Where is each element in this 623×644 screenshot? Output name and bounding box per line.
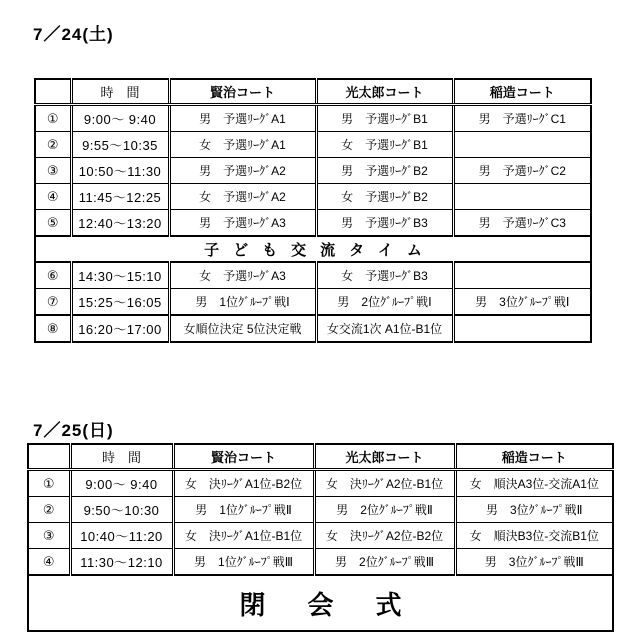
schedule-table-july25: [27, 443, 614, 632]
match-cell: 男 2位ｸﾞﾙｰﾌﾟ戦Ⅲ: [314, 549, 455, 576]
row-number: ①: [28, 470, 70, 497]
time-cell: 9:00～ 9:40: [71, 105, 169, 132]
row-number: ⑤: [35, 210, 71, 237]
time-cell: 15:25～16:05: [71, 289, 169, 316]
schedule-row: [35, 210, 591, 237]
match-cell: 男 予選ﾘｰｸﾞA3: [169, 210, 316, 237]
row-number: ⑦: [35, 289, 71, 316]
match-cell: 女 決ﾘｰｸﾞA1位-B1位: [173, 523, 314, 549]
match-cell: 男 2位ｸﾞﾙｰﾌﾟ戦Ⅰ: [316, 289, 453, 316]
match-cell: [453, 262, 591, 289]
kids-banner-row: [35, 236, 591, 262]
schedule-row: [35, 262, 591, 289]
match-cell: 女 決ﾘｰｸﾞA2位-B1位: [314, 470, 455, 497]
match-cell: 男 1位ｸﾞﾙｰﾌﾟ戦Ⅲ: [173, 549, 314, 576]
match-cell: 男 予選ﾘｰｸﾞA1: [169, 105, 316, 132]
match-cell: [453, 315, 591, 342]
time-cell: 10:50～11:30: [71, 158, 169, 184]
match-cell: [453, 184, 591, 210]
court-column-header: 光太郎コート: [314, 444, 455, 470]
match-cell: 男 3位ｸﾞﾙｰﾌﾟ戦Ⅰ: [453, 289, 591, 316]
match-cell: 男 予選ﾘｰｸﾞA2: [169, 158, 316, 184]
court-column-header: 賢治コート: [173, 444, 314, 470]
header-row: [28, 444, 613, 470]
court-column-header: 稲造コート: [453, 79, 591, 105]
row-number: ③: [28, 523, 70, 549]
court-column-header: 稲造コート: [455, 444, 613, 470]
time-cell: 9:55～10:35: [71, 132, 169, 158]
schedule-row: [28, 470, 613, 497]
court-column-header: 賢治コート: [169, 79, 316, 105]
match-cell: 男 3位ｸﾞﾙｰﾌﾟ戦Ⅱ: [455, 497, 613, 523]
schedule-row: [35, 132, 591, 158]
match-cell: 男 予選ﾘｰｸﾞB3: [316, 210, 453, 237]
date-title-july24: 7／24(土): [33, 25, 114, 44]
corner-header: [28, 444, 70, 470]
match-cell: 男 予選ﾘｰｸﾞC1: [453, 105, 591, 132]
match-cell: 男 予選ﾘｰｸﾞC2: [453, 158, 591, 184]
match-cell: 男 2位ｸﾞﾙｰﾌﾟ戦Ⅱ: [314, 497, 455, 523]
court-column-header: 光太郎コート: [316, 79, 453, 105]
match-cell: 女 決ﾘｰｸﾞA2位-B2位: [314, 523, 455, 549]
date-title-july25: 7／25(日): [33, 421, 114, 440]
time-cell: 9:50～10:30: [70, 497, 173, 523]
row-number: ①: [35, 105, 71, 132]
match-cell: 男 予選ﾘｰｸﾞB2: [316, 158, 453, 184]
match-cell: 男 予選ﾘｰｸﾞB1: [316, 105, 453, 132]
schedule-row: [35, 158, 591, 184]
match-cell: 男 1位ｸﾞﾙｰﾌﾟ戦Ⅰ: [169, 289, 316, 316]
match-cell: 女 予選ﾘｰｸﾞB3: [316, 262, 453, 289]
schedule-row: [28, 523, 613, 549]
schedule-row: [35, 105, 591, 132]
time-cell: 11:45～12:25: [71, 184, 169, 210]
row-number: ②: [35, 132, 71, 158]
match-cell: 女 予選ﾘｰｸﾞA2: [169, 184, 316, 210]
schedule-row: [35, 289, 591, 316]
match-cell: 女 順決B3位-交流B1位: [455, 523, 613, 549]
time-column-header: 時 間: [71, 79, 169, 105]
closing-banner-label: 閉会式: [28, 575, 613, 631]
time-cell: 16:20～17:00: [71, 315, 169, 342]
time-cell: 10:40～11:20: [70, 523, 173, 549]
match-cell: 女 順決A3位-交流A1位: [455, 470, 613, 497]
row-number: ④: [35, 184, 71, 210]
time-cell: 14:30～15:10: [71, 262, 169, 289]
time-column-header: 時 間: [70, 444, 173, 470]
schedule-row: [35, 184, 591, 210]
row-number: ③: [35, 158, 71, 184]
schedule-table-july24: [34, 78, 592, 343]
match-cell: 女 決ﾘｰｸﾞA1位-B2位: [173, 470, 314, 497]
corner-header: [35, 79, 71, 105]
row-number: ②: [28, 497, 70, 523]
schedule-row: [28, 549, 613, 576]
schedule-row: [28, 497, 613, 523]
match-cell: 女順位決定 5位決定戦: [169, 315, 316, 342]
row-number: ④: [28, 549, 70, 576]
match-cell: 男 1位ｸﾞﾙｰﾌﾟ戦Ⅱ: [173, 497, 314, 523]
time-cell: 11:30～12:10: [70, 549, 173, 576]
match-cell: 女 予選ﾘｰｸﾞB2: [316, 184, 453, 210]
match-cell: 女 予選ﾘｰｸﾞA3: [169, 262, 316, 289]
kids-banner-label: 子ども交流タイム: [35, 236, 591, 262]
row-number: ⑥: [35, 262, 71, 289]
header-row: [35, 79, 591, 105]
row-number: ⑧: [35, 315, 71, 342]
match-cell: 男 3位ｸﾞﾙｰﾌﾟ戦Ⅲ: [455, 549, 613, 576]
schedule-row: [35, 315, 591, 342]
time-cell: 12:40～13:20: [71, 210, 169, 237]
match-cell: [453, 132, 591, 158]
match-cell: 男 予選ﾘｰｸﾞC3: [453, 210, 591, 237]
match-cell: 女 予選ﾘｰｸﾞB1: [316, 132, 453, 158]
time-cell: 9:00～ 9:40: [70, 470, 173, 497]
match-cell: 女 予選ﾘｰｸﾞA1: [169, 132, 316, 158]
closing-banner-row: [28, 575, 613, 631]
match-cell: 女交流1次 A1位-B1位: [316, 315, 453, 342]
